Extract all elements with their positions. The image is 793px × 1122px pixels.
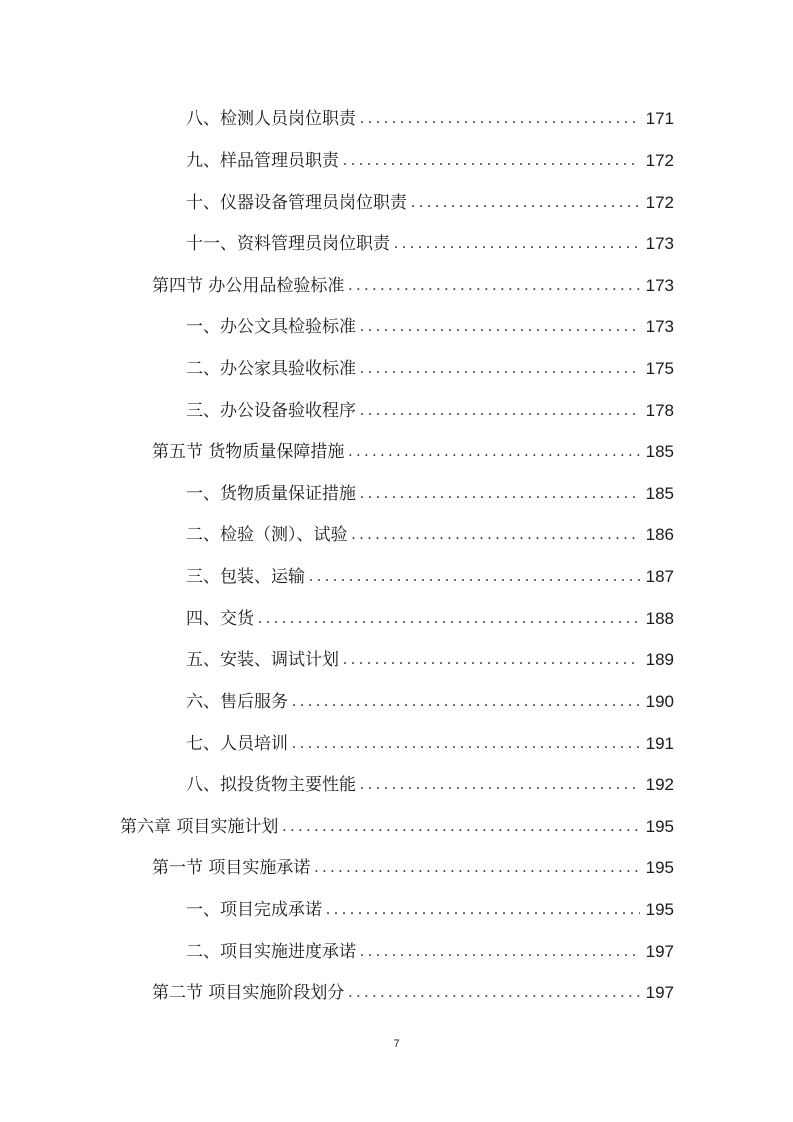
- toc-entry-page: 175: [645, 359, 674, 378]
- toc-entry-page: 192: [645, 775, 674, 794]
- toc-entry-page: 190: [645, 692, 674, 711]
- toc-dot-leader: [343, 649, 640, 671]
- toc-entry[interactable]: [186, 516, 674, 546]
- toc-entry[interactable]: [186, 475, 674, 505]
- toc-entry-title: 二、项目实施进度承诺: [186, 942, 356, 962]
- toc-entry[interactable]: [186, 683, 674, 713]
- toc-dot-leader: [326, 899, 640, 921]
- toc-dot-leader: [360, 316, 640, 338]
- toc-entry[interactable]: [120, 808, 674, 838]
- toc-entry-title: 第二节 项目实施阶段划分: [152, 983, 345, 1003]
- toc-dot-leader: [360, 108, 640, 130]
- toc-entry[interactable]: [186, 184, 674, 214]
- toc-entry[interactable]: [186, 142, 674, 172]
- toc-dot-leader: [314, 857, 640, 879]
- toc-entry[interactable]: [186, 891, 674, 921]
- toc-entry-title: 八、拟投货物主要性能: [186, 775, 356, 795]
- toc-entry[interactable]: [186, 100, 674, 130]
- toc-entry-title: 二、检验（测）、试验: [186, 525, 348, 545]
- toc-entry[interactable]: [186, 558, 674, 588]
- toc-entry-page: 173: [645, 317, 674, 336]
- toc-dot-leader: [282, 816, 640, 838]
- toc-dot-leader: [360, 483, 640, 505]
- toc-entry-title: 八、检测人员岗位职责: [186, 109, 356, 129]
- toc-entry-title: 十、仪器设备管理员岗位职责: [186, 193, 407, 213]
- toc-entry-page: 173: [645, 276, 674, 295]
- toc-entry-page: 189: [645, 650, 674, 669]
- toc-entry-page: 178: [645, 401, 674, 420]
- toc-entry-title: 七、人员培训: [186, 734, 288, 754]
- toc-entry[interactable]: [186, 392, 674, 422]
- toc-entry-page: 186: [645, 525, 674, 544]
- toc-dot-leader: [292, 691, 640, 713]
- toc-entry-page: 172: [645, 193, 674, 212]
- toc-dot-leader: [343, 150, 640, 172]
- toc-entry-title: 一、货物质量保证措施: [186, 484, 356, 504]
- toc-dot-leader: [411, 192, 640, 214]
- toc-entry[interactable]: [186, 308, 674, 338]
- toc-entry[interactable]: [152, 974, 674, 1004]
- toc-dot-leader: [292, 733, 640, 755]
- toc-entry-title: 一、项目完成承诺: [186, 900, 322, 920]
- toc-entry-title: 十一、资料管理员岗位职责: [186, 234, 390, 254]
- toc-entry[interactable]: [186, 641, 674, 671]
- toc-entry-title: 二、办公家具验收标准: [186, 359, 356, 379]
- toc-entry-title: 三、办公设备验收程序: [186, 401, 356, 421]
- toc-entry[interactable]: [152, 267, 674, 297]
- toc-dot-leader: [309, 566, 640, 588]
- toc-entry-title: 一、办公文具检验标准: [186, 317, 356, 337]
- toc-entry-page: 195: [645, 817, 674, 836]
- toc-entry-title: 第五节 货物质量保障措施: [152, 442, 345, 462]
- toc-entry-page: 172: [645, 151, 674, 170]
- toc-dot-leader: [348, 982, 640, 1004]
- toc-entry-page: 195: [645, 858, 674, 877]
- toc-entry-title: 四、交货: [186, 609, 254, 629]
- toc-entry-page: 187: [645, 567, 674, 586]
- toc-dot-leader: [360, 941, 640, 963]
- toc-entry-page: 171: [645, 109, 674, 128]
- toc-dot-leader: [360, 400, 640, 422]
- toc-dot-leader: [394, 233, 640, 255]
- toc-entry-page: 197: [645, 942, 674, 961]
- toc-entry-page: 185: [645, 484, 674, 503]
- toc-entry-page: 188: [645, 609, 674, 628]
- toc-entry-title: 第六章 项目实施计划: [120, 817, 279, 837]
- toc-entry[interactable]: [186, 225, 674, 255]
- toc-entry-page: 195: [645, 900, 674, 919]
- toc-dot-leader: [352, 524, 641, 546]
- toc-entry-page: 173: [645, 234, 674, 253]
- toc-entry-title: 第一节 项目实施承诺: [152, 858, 311, 878]
- toc-entry-page: 191: [645, 734, 674, 753]
- toc-entry-title: 三、包装、运输: [186, 567, 305, 587]
- toc-entry-title: 第四节 办公用品检验标准: [152, 276, 345, 296]
- toc-entry[interactable]: [186, 933, 674, 963]
- toc-entry[interactable]: [186, 350, 674, 380]
- page-number: 7: [393, 1038, 400, 1050]
- toc-entry-page: 197: [645, 983, 674, 1002]
- toc-entry-title: 六、售后服务: [186, 692, 288, 712]
- toc-entry-page: 185: [645, 442, 674, 461]
- toc-dot-leader: [348, 441, 640, 463]
- toc-entry[interactable]: [186, 600, 674, 630]
- toc-entry-title: 九、样品管理员职责: [186, 151, 339, 171]
- toc-entry[interactable]: [186, 766, 674, 796]
- toc-entry-title: 五、安装、调试计划: [186, 650, 339, 670]
- toc-dot-leader: [258, 608, 640, 630]
- toc-dot-leader: [348, 275, 640, 297]
- toc-dot-leader: [360, 358, 640, 380]
- toc-dot-leader: [360, 774, 640, 796]
- toc-entry[interactable]: [152, 849, 674, 879]
- toc-entry[interactable]: [152, 433, 674, 463]
- toc-entry[interactable]: [186, 725, 674, 755]
